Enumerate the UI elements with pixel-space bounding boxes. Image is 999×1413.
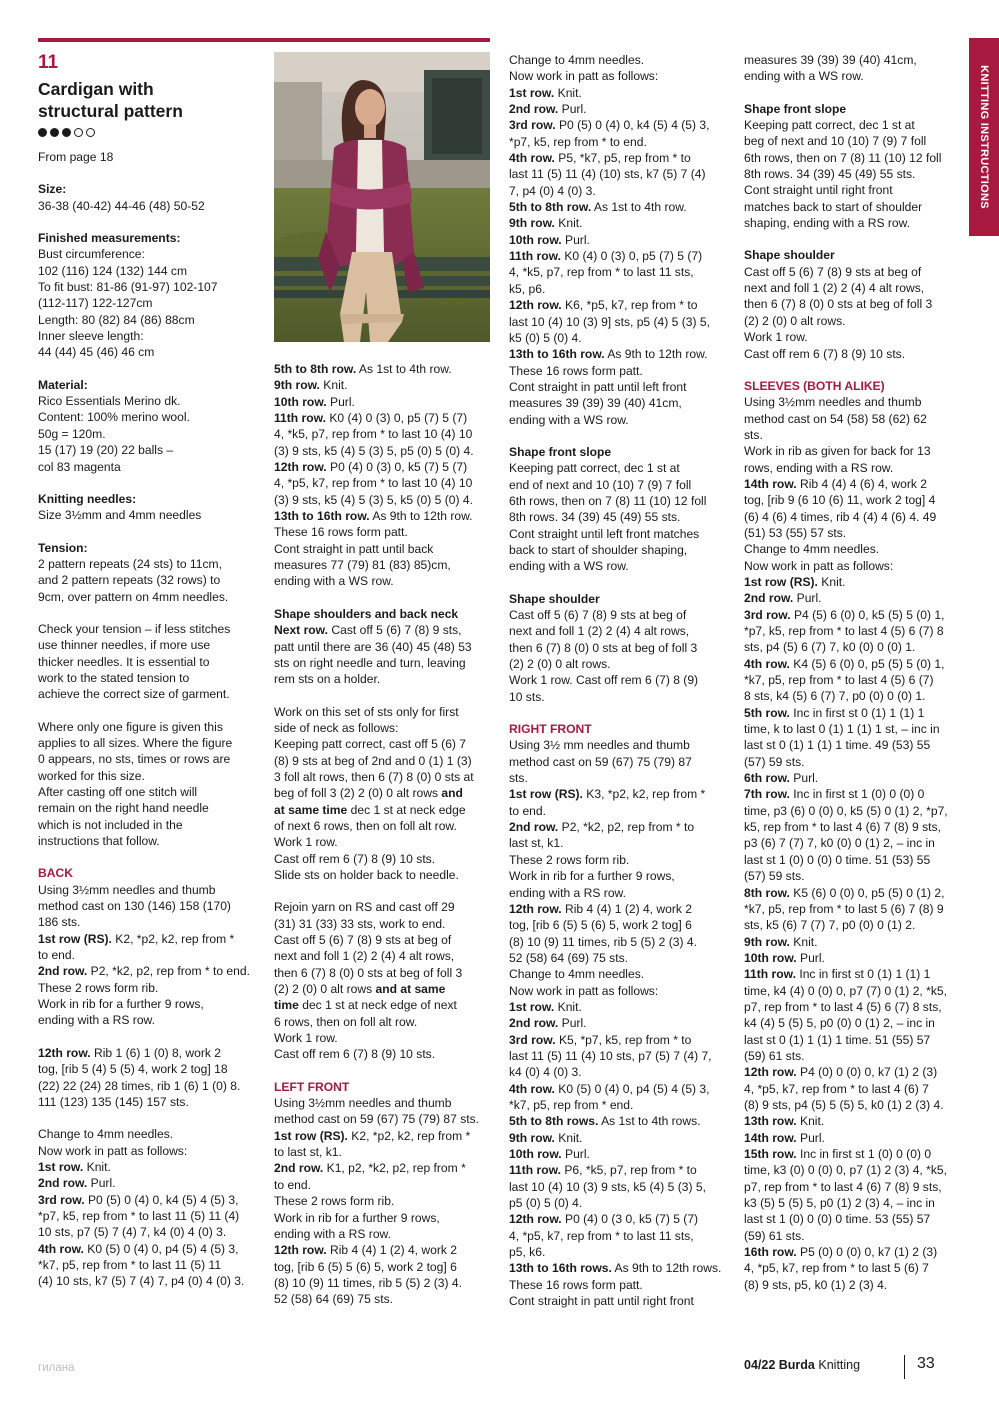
instruction-row (509, 819, 731, 852)
row-text: P5, *k7, p5, rep from * to last 11 (5) 11 (4) (10) sts, k7 (5) 7 (4) 7, p4 (0) 4 (0) 3. (509, 151, 706, 198)
instruction-text: Bust circumference: 102 (116) 124 (132) 144 cm To fit bust: 81-86 (91-97) 102-107 (112-117) 122-127cm Length: 80 (82) 84 (86) 88cm Inner sleeve length: 44 (44) 45 (46) 46 cm (38, 247, 218, 360)
row-text: Purl. (326, 394, 355, 409)
paragraph-gap (38, 1110, 260, 1126)
row-label: 3rd row. (744, 607, 791, 622)
instruction-text: Cast off 5 (6) 7 (8) 9 sts at beg of next and foll 1 (2) 2 (4) 4 alt rows, then 6 (7) 8 (0) 0 sts at beg of foll 3 (2) 2 (0) 0 alt rows. Work 1 row. Cast off rem 6 (7) 8 (9) 10 sts. (509, 608, 699, 704)
row-label: 2nd row. (274, 1161, 324, 1176)
instruction-text: Change to 4mm needles. Now work in patt as follows: (744, 542, 894, 573)
paragraph-gap (38, 214, 260, 230)
row-text: K0 (4) 0 (3) 0, p5 (7) 5 (7) 4, *k5, p7, rep from * to last 10 (4) 10 (3) 9 sts, k5 (4) 5 (3) 5, p5 (0) 5 (0) 4. (274, 411, 474, 458)
row-text: As 1st to 4th row. (356, 362, 452, 376)
row-text: P0 (5) 0 (4) 0, k4 (5) 4 (5) 3, *p7, k5, rep from * to last 11 (5) 11 (4) 10 sts, p7 (5) 7 (4) 7, k4 (0) 4 (0) 3. (38, 1192, 240, 1240)
row-label: 2nd row. (38, 964, 88, 979)
row-text: Cast off 5 (6) 7 (8) 9 sts, patt until there are 36 (40) 45 (48) 53 sts on right needle and turn, leaving rem sts on a holder. (274, 623, 472, 687)
subheading: Shape shoulder (509, 591, 600, 606)
instruction-row (744, 574, 966, 590)
row-text: Purl. (561, 1147, 590, 1161)
row-text: As 1st to 4th row. (591, 200, 687, 215)
row-label: 4th row. (744, 656, 790, 671)
row-text: As 9th to 12th row. (369, 509, 473, 524)
paragraph-gap (38, 605, 260, 621)
paragraph-gap (509, 428, 731, 444)
row-text: beg of foll 3 (2) 2 (0) 0 alt rows (274, 786, 442, 801)
pattern-number: 11 (38, 52, 59, 73)
instruction-row (38, 1192, 260, 1241)
instruction-row (744, 1244, 966, 1293)
instruction-row (509, 85, 731, 101)
row-label: 1st row (RS). (509, 787, 583, 802)
row-text: Purl. (87, 1176, 116, 1191)
row-text: Inc in first st 0 (1) 1 (1) 1 time, k to last 0 (1) 1 (1) 1 st, – inc in last st 0 (1) 1 (1) 1 time. 49 (53) 55 (57) 59 sts. (744, 705, 940, 769)
instruction-row (38, 1175, 260, 1191)
row-label: Next row. (274, 623, 328, 638)
footer-divider (904, 1355, 905, 1379)
instruction-row (274, 1242, 496, 1307)
instruction-text: Cast off 5 (6) 7 (8) 9 sts at beg of next and foll 1 (2) 2 (4) 4 alt rows, then 6 (7) 8 (0) 0 sts at beg of foll 3 (2) 2 (0) 0 alt rows. Work 1 row. Cast off rem 6 (7) 8 (9) 10 sts. (744, 264, 933, 361)
paragraph-gap (38, 475, 260, 491)
subheading: Knitting needles: (38, 491, 137, 506)
row-text: K2, *p2, k2, rep from * to last st, k1. (274, 1128, 471, 1160)
instruction-row (509, 1146, 731, 1162)
instruction-row (274, 361, 496, 377)
instruction-row (744, 966, 966, 1064)
row-label: 12th row. (274, 1243, 327, 1258)
row-label: 1st row. (38, 1159, 84, 1174)
model-photo (274, 52, 490, 342)
row-label: 9th row. (509, 216, 555, 231)
row-label: 9th row. (274, 378, 320, 393)
row-label: 10th row. (744, 950, 797, 965)
row-label: 12th row. (38, 1045, 91, 1060)
row-text: P0 (4) 0 (3) 0, k5 (7) 5 (7) 4, *p5, k7, rep from * to last 10 (4) 10 (3) 9 sts, k5 (4) 5 (3) 5, k5 (0) 5 (0) 4. (274, 460, 473, 507)
paragraph-gap (744, 362, 966, 378)
instruction-row (274, 981, 496, 1063)
row-text: P4 (5) 6 (0) 0, k5 (5) 5 (0) 1, *p7, k5, rep from * to last 4 (5) 6 (7) 8 sts, p4 (5) 6 (7) 7, k0 (0) 0 (0) 1. (744, 607, 945, 655)
row-label: 12th row. (509, 1212, 562, 1227)
row-text: Inc in first st 0 (1) 1 (1) 1 time, k4 (4) 0 (0) 0, p7 (7) 0 (1) 2, *k5, p7, rep from * to last 4 (5) 6 (7) 8 sts, k4 (4) 5 (5) 5, p0 (0) 0 (1) 2, – inc in last st 0 (1) 1 (1) 1 time. 51 (55) 57 (59) 61 sts. (744, 967, 947, 1063)
column-4-content (744, 52, 966, 1293)
row-label: 14th row. (744, 476, 797, 491)
instruction-row (744, 1146, 966, 1244)
footer-issue: 04/22 (744, 1358, 776, 1372)
column-1-content (38, 149, 260, 1290)
row-label: 8th row. (744, 885, 790, 900)
row-text: P6, *k5, p7, rep from * to last 10 (4) 10 (3) 9 sts, k5 (4) 5 (3) 5, p5 (0) 5 (0) 4. (509, 1163, 706, 1211)
row-label: 13th to 16th row. (274, 509, 370, 524)
section-heading: BACK (38, 866, 73, 881)
row-text: K4 (5) 6 (0) 0, p5 (5) 5 (0) 1, *k7, p5, rep from * to last 4 (5) 6 (7) 8 sts, k4 (5) 6 (7) 7, p0 (0) 0 (0) 1. (744, 656, 945, 704)
row-label: 2nd row. (509, 102, 559, 117)
instruction-row (744, 950, 966, 966)
header-rule (38, 38, 490, 42)
row-label: 9th row. (509, 1130, 555, 1145)
page-number: 33 (917, 1355, 935, 1372)
instruction-row (38, 931, 260, 964)
instruction-row (509, 1113, 731, 1129)
difficulty-dot (50, 128, 59, 137)
instruction-row (274, 785, 496, 883)
row-label: 2nd row. (744, 591, 794, 606)
instruction-row (274, 622, 496, 687)
paragraph-gap (274, 590, 496, 606)
row-text: P4 (0) 0 (0) 0, k7 (1) 2 (3) 4, *p5, k7, rep from * to last 4 (6) 7 (8) 9 sts, p4 (5) 5 (5) 5, k0 (1) 2 (3) 4. (744, 1065, 944, 1112)
instruction-text: Keeping patt correct, dec 1 st at end of next and 10 (10) 7 (9) 7 foll 6th rows, then on 7 (8) 11 (10) 12 foll 8th rows. 34 (39) 45 (49) 55 sts. Cont straight until left front matches back to start of shoulder shaping, ending with a WS row. (509, 461, 707, 574)
row-text: As 1st to 4th rows. (598, 1114, 701, 1129)
row-text: P0 (5) 0 (4) 0, k4 (5) 4 (5) 3, *p7, k5, rep from * to end. (509, 118, 710, 149)
instruction-row (744, 786, 966, 884)
row-label: 2nd row. (38, 1176, 88, 1191)
difficulty-dot (62, 128, 71, 137)
instruction-row (744, 607, 966, 656)
row-text: Rib 4 (4) 1 (2) 4, work 2 tog, [rib 6 (5) 5 (6) 5, work 2 tog] 6 (8) 10 (9) 11 times, rib 5 (5) 2 (3) 4. 52 (58) 64 (69) 75 sts. (509, 901, 697, 965)
row-text: Purl. (796, 1130, 825, 1145)
footer-watermark: гилана (38, 1362, 75, 1374)
instruction-text: measures 39 (39) 39 (40) 41cm, ending with a WS row. (744, 53, 917, 84)
paragraph-gap (38, 1029, 260, 1045)
instruction-row (744, 476, 966, 541)
row-text: Knit. (554, 85, 582, 100)
difficulty-dot (86, 128, 95, 137)
instruction-row (509, 1211, 731, 1260)
row-label: 4th row. (38, 1241, 84, 1256)
instruction-row (509, 786, 731, 819)
instruction-row (744, 934, 966, 950)
instruction-text: Rico Essentials Merino dk. Content: 100% merino wool. 50g = 120m. 15 (17) 19 (20) 22 balls – col 83 magenta (38, 394, 190, 474)
instruction-row (274, 459, 496, 508)
row-text: P2, *k2, p2, rep from * to last st, k1. (509, 820, 695, 851)
instruction-text: Using 3½mm needles and thumb method cast on 130 (146) 158 (170) 186 sts. (38, 882, 231, 930)
row-text: As 9th to 12th rows. (611, 1261, 722, 1276)
paragraph-gap (274, 883, 496, 899)
instruction-row (509, 232, 731, 248)
row-label: 5th to 8th row. (274, 362, 357, 376)
row-label: 16th row. (744, 1245, 797, 1260)
woman-seated-on-bench-image (274, 52, 490, 342)
instruction-row (509, 901, 731, 966)
subheading: Material: (38, 377, 88, 392)
instruction-row (38, 963, 260, 979)
instruction-text: Change to 4mm needles. Now work in patt as follows: (509, 53, 659, 84)
instruction-row (509, 346, 731, 362)
row-text: K1, p2, *k2, p2, rep from * to end. (274, 1161, 466, 1192)
instruction-row (274, 410, 496, 459)
row-label: 13th to 16th row. (509, 347, 605, 362)
subheading: Tension: (38, 540, 88, 555)
instruction-row (744, 1113, 966, 1129)
instruction-text: Where only one figure is given this applies to all sizes. Where the figure 0 appears, no sts, times or rows are worked for this size. After casting off one stitch will remain on the right hand needle which is not included in the instructions that follow. (38, 719, 233, 849)
instruction-row (509, 199, 731, 215)
instruction-row (274, 377, 496, 393)
instruction-row (744, 656, 966, 705)
row-label: 11th row. (274, 411, 326, 426)
paragraph-gap (744, 85, 966, 101)
subheading: Shape front slope (744, 101, 847, 116)
instruction-row (38, 1159, 260, 1175)
row-text: Knit. (554, 216, 583, 231)
row-label: 2nd row. (509, 1016, 559, 1031)
row-text: (2) 2 (0) 0 alt rows (274, 982, 376, 997)
instruction-row (274, 394, 496, 410)
row-label: 13th to 16th rows. (509, 1261, 612, 1276)
subheading: Shape shoulders and back neck (274, 606, 459, 621)
instruction-text: Work on this set of sts only for first side of neck as follows: Keeping patt correct, cast off 5 (6) 7 (8) 9 sts at beg of 2nd and 0 (1) 1 (3) 3 foll alt rows, then 6 (7) 8 (0) 0 sts at (274, 704, 474, 784)
row-text: K0 (4) 0 (3) 0, p5 (7) 5 (7) 4, *k5, p7, rep from * to last 11 sts, k5, p6. (509, 249, 703, 296)
row-label: 11th row. (744, 967, 796, 982)
row-label: 1st row (RS). (38, 931, 112, 946)
instruction-row (509, 1032, 731, 1081)
row-text: Knit. (789, 934, 818, 949)
instruction-row (509, 1081, 731, 1114)
row-text: Purl. (561, 232, 590, 247)
instruction-row (38, 1241, 260, 1290)
row-text: dec 1 st at neck edge of next 6 rows, then on foll alt row. Work 1 row. Cast off rem 6 (7) 8 (9) 10 sts. Slide sts on holder back to needle. (274, 802, 466, 882)
instruction-row (38, 1045, 260, 1110)
instruction-text: Size 3½mm and 4mm needles (38, 508, 202, 523)
section-heading: RIGHT FRONT (509, 722, 592, 737)
instruction-row (509, 297, 731, 346)
section-tab (969, 38, 999, 236)
paragraph-gap (38, 703, 260, 719)
row-text: Knit. (817, 574, 846, 589)
row-text: dec 1 st at neck edge of next 6 rows, then on foll alt row. Work 1 row. Cast off rem 6 (7) 8 (9) 10 sts. (274, 998, 457, 1062)
section-heading: LEFT FRONT (274, 1079, 350, 1094)
row-text: Knit. (554, 1130, 583, 1145)
row-label: and at same time (274, 982, 446, 1013)
instruction-row (509, 1260, 731, 1276)
subheading: Finished measurements: (38, 231, 181, 246)
instruction-text: 2 pattern repeats (24 sts) to 11cm, and 2 pattern repeats (32 rows) to 9cm, over pattern on 4mm needles. (38, 556, 229, 604)
instruction-text: These 16 rows form patt. Cont straight in patt until right front (509, 1277, 694, 1309)
paragraph-gap (38, 849, 260, 865)
row-text: Purl. (558, 102, 587, 117)
instruction-text: Keeping patt correct, dec 1 st at beg of next and 10 (10) 7 (9) 7 foll 6th rows, then on 7 (8) 11 (10) 12 foll 8th rows. 34 (39) 45 (49) 55 sts. Cont straight until right front matches back to start of shoulder shaping, ending with a RS row. (744, 118, 942, 231)
row-text: P0 (4) 0 (3 0, k5 (7) 5 (7) 4, *p5, k7, rep from * to last 11 sts, p5, k6. (509, 1212, 699, 1260)
column-1 (38, 52, 260, 1290)
row-text: Knit. (796, 1114, 825, 1129)
paragraph-gap (38, 165, 260, 181)
row-label: 12th row. (744, 1065, 797, 1080)
instruction-row (744, 705, 966, 770)
row-text: K3, *p2, k2, rep from * to end. (509, 787, 706, 818)
row-label: 2nd row. (509, 820, 559, 835)
row-text: Knit. (319, 378, 348, 393)
row-label: 9th row. (744, 934, 790, 949)
row-label: 11th row. (509, 249, 561, 264)
row-text: K0 (5) 0 (4) 0, p4 (5) 4 (5) 3, *k7, p5, rep from * to last 11 (5) 11 (4) 10 sts, k7 (5) 7 (4) 7, p4 (0) 4 (0) 3. (38, 1241, 245, 1289)
instruction-row (509, 1015, 731, 1031)
instruction-text: Change to 4mm needles. Now work in patt as follows: (38, 1127, 188, 1158)
row-label: 4th row. (509, 1081, 555, 1096)
difficulty-dot (38, 128, 47, 137)
row-text: Purl. (793, 591, 822, 606)
section-heading: SLEEVES (BOTH ALIKE) (744, 378, 885, 393)
footer-brand: Burda (778, 1358, 815, 1372)
instruction-row (509, 1130, 731, 1146)
row-text: Purl. (796, 950, 825, 965)
footer-publication (744, 1358, 860, 1372)
row-text: Purl. (558, 1016, 587, 1031)
row-label: 1st row (RS). (744, 574, 818, 589)
pattern-title: Cardigan with structural pattern (38, 79, 183, 121)
row-label: 14th row. (744, 1130, 797, 1145)
row-label: 12th row. (509, 901, 562, 916)
row-text: As 9th to 12th row. (604, 347, 708, 362)
instruction-row (509, 150, 731, 199)
instruction-text: 36-38 (40-42) 44-46 (48) 50-52 (38, 198, 205, 213)
row-label: and at same time (274, 786, 463, 817)
instruction-row (744, 1064, 966, 1113)
row-text: K2, *p2, k2, rep from * to end. (38, 931, 235, 963)
row-label: 15th row. (744, 1147, 797, 1161)
paragraph-gap (744, 231, 966, 247)
column-2-content (274, 361, 496, 1308)
row-text: K5, *p7, k5, rep from * to last 11 (5) 11 (4) 10 sts, p7 (5) 7 (4) 7, k4 (0) 4 (0) 3. (509, 1032, 712, 1080)
footer-brand-suffix: Knitting (818, 1358, 861, 1372)
paragraph-gap (38, 361, 260, 377)
row-text: Purl. (789, 771, 819, 786)
row-label: 12th row. (274, 460, 327, 475)
instruction-row (744, 590, 966, 606)
subheading: Shape front slope (509, 444, 612, 459)
row-label: 3rd row. (509, 118, 556, 133)
row-text: K5 (6) 0 (0) 0, p5 (5) 0 (1) 2, *k7, p5, rep from * to last 5 (6) 7 (8) 9 sts, k5 (6) 7 (7) 7, p0 (0) 0 (1) 2. (744, 885, 945, 933)
column-3-content (509, 52, 731, 1309)
subheading: Shape shoulder (744, 248, 835, 263)
difficulty-rating (38, 128, 260, 137)
row-text: Rib 4 (4) 1 (2) 4, work 2 tog, [rib 6 (5) 5 (6) 5, work 2 tog] 6 (8) 10 (9) 11 times, rib 5 (5) 2 (3) 4. 52 (58) 64 (69) 75 sts. (274, 1243, 462, 1307)
paragraph-gap (509, 575, 731, 591)
row-label: 1st row. (509, 999, 555, 1014)
instruction-row (509, 999, 731, 1015)
instruction-text: From page 18 (38, 150, 114, 164)
row-label: 1st row. (509, 85, 555, 100)
row-text: P2, *k2, p2, rep from * to end. (87, 964, 250, 979)
row-label: 10th row. (509, 1147, 562, 1161)
row-label: 11th row. (509, 1163, 561, 1178)
instruction-text: These 16 rows form patt. Cont straight in patt until left front measures 39 (39) 39 (40) 41cm, ending with a WS row. (509, 363, 687, 427)
instruction-row (744, 1130, 966, 1146)
instruction-row (509, 1162, 731, 1211)
row-text: K0 (5) 0 (4) 0, p4 (5) 4 (5) 3, *k7, p5, rep from * end. (509, 1081, 710, 1112)
row-label: 6th row. (744, 771, 790, 786)
instruction-row (509, 215, 731, 231)
row-text: Knit. (83, 1159, 111, 1174)
instruction-row (274, 1128, 496, 1161)
instruction-text: These 2 rows form rib. Work in rib for a further 9 rows, ending with a RS row. (38, 980, 204, 1028)
instruction-row (509, 101, 731, 117)
instruction-row (744, 885, 966, 934)
row-label: 7th row. (744, 787, 790, 802)
instruction-row (744, 770, 966, 786)
paragraph-gap (38, 524, 260, 540)
row-text: Rib 1 (6) 1 (0) 8, work 2 tog, [rib 5 (4) 5 (5) 4, work 2 tog] 18 (22) 22 (24) 28 times, rib 1 (6) 1 (0) 8. 111 (123) 135 (145) 157 sts. (38, 1045, 241, 1109)
instruction-text: These 2 rows form rib. Work in rib for a further 9 rows, ending with a RS row. (274, 1194, 440, 1241)
instruction-text: These 16 rows form patt. Cont straight in patt until back measures 77 (79) 81 (83) 85)cm, ending with a WS row. (274, 525, 451, 589)
row-label: 3rd row. (38, 1192, 85, 1207)
paragraph-gap (274, 1063, 496, 1079)
instruction-row (509, 248, 731, 297)
row-text: Inc in first st 1 (0) 0 (0) 0 time, k3 (0) 0 (0) 0, p7 (1) 2 (3) 4, *k5, p7, rep from * to last 4 (6) 7 (8) 9 sts, k3 (5) 5 (5) 5, p0 (1) 2 (3) 4, – inc in last st 1 (0) 0 (0) 0 time. 53 (55) 57 (59) 61 sts. (744, 1147, 947, 1243)
instruction-text: Change to 4mm needles. Now work in patt as follows: (509, 967, 659, 998)
row-label: 12th row. (509, 298, 562, 313)
instruction-text: Using 3½mm needles and thumb method cast on 59 (67) 75 (79) 87 sts. (274, 1096, 480, 1127)
paragraph-gap (509, 705, 731, 721)
row-text: P5 (0) 0 (0) 0, k7 (1) 2 (3) 4, *p5, k7, rep from * to last 5 (6) 7 (8) 9 sts, p5, k0 (1) 2 (3) 4. (744, 1245, 938, 1292)
instruction-text: Using 3½mm needles and thumb method cast on 54 (58) 58 (62) 62 sts. Work in rib as given for back for 13 rows, ending with a RS row. (744, 395, 931, 475)
row-label: 5th to 8th rows. (509, 1114, 599, 1129)
row-label: 1st row (RS). (274, 1128, 348, 1143)
row-label: 13th row. (744, 1114, 797, 1129)
instruction-text: Check your tension – if less stitches use thinner needles, if more use thicker needles. It is essential to work to the stated tension to achieve the correct size of garment. (38, 621, 231, 702)
row-label: 5th to 8th row. (509, 200, 592, 215)
instruction-text: Rejoin yarn on RS and cast off 29 (31) 31 (33) 33 sts, work to end. Cast off 5 (6) 7 (8) 9 sts at beg of next and foll 1 (2) 2 (4) 4 alt rows, then 6 (7) 8 (0) 0 sts at beg of foll 3 (274, 900, 463, 980)
row-text: K6, *p5, k7, rep from * to last 10 (4) 10 (3) 9] sts, p5 (4) 5 (3) 5, k5 (0) 5 (0) 4. (509, 298, 710, 345)
subheading: Size: (38, 182, 67, 197)
row-label: 3rd row. (509, 1032, 556, 1047)
row-label: 5th row. (744, 705, 790, 720)
instruction-text: Using 3½ mm needles and thumb method cast on 59 (67) 75 (79) 87 sts. (509, 738, 692, 786)
difficulty-dot (74, 128, 83, 137)
row-text: Inc in first st 1 (0) 0 (0) 0 time, p3 (6) 0 (0) 0, k5 (5) 0 (1) 2, *p7, k5, rep from * to last 4 (6) 7 (8) 9 sts, p3 (6) 7 (7) 7, k0 (0) 0 (1) 2, – inc in last st 1 (0) 0 (0) 0 time. 51 (53) 55 (57) 59 sts. (744, 787, 948, 884)
row-label: 10th row. (274, 394, 327, 409)
row-text: Knit. (554, 999, 582, 1014)
instruction-row (274, 1160, 496, 1193)
paragraph-gap (274, 688, 496, 704)
instruction-text: These 2 rows form rib. Work in rib for a further 9 rows, ending with a RS row. (509, 852, 675, 900)
instruction-row (509, 117, 731, 150)
row-label: 10th row. (509, 232, 562, 247)
row-text: Rib 4 (4) 4 (6) 4, work 2 tog, [rib 9 (6 10 (6) 11, work 2 tog] 4 (6) 4 (6) 4 times, rib 4 (4) 4 (6) 4. 49 (51) 53 (55) 57 sts. (744, 476, 937, 540)
instruction-row (274, 508, 496, 524)
row-label: 4th row. (509, 151, 555, 166)
section-tab-label: KNITTING INSTRUCTIONS (978, 65, 990, 209)
